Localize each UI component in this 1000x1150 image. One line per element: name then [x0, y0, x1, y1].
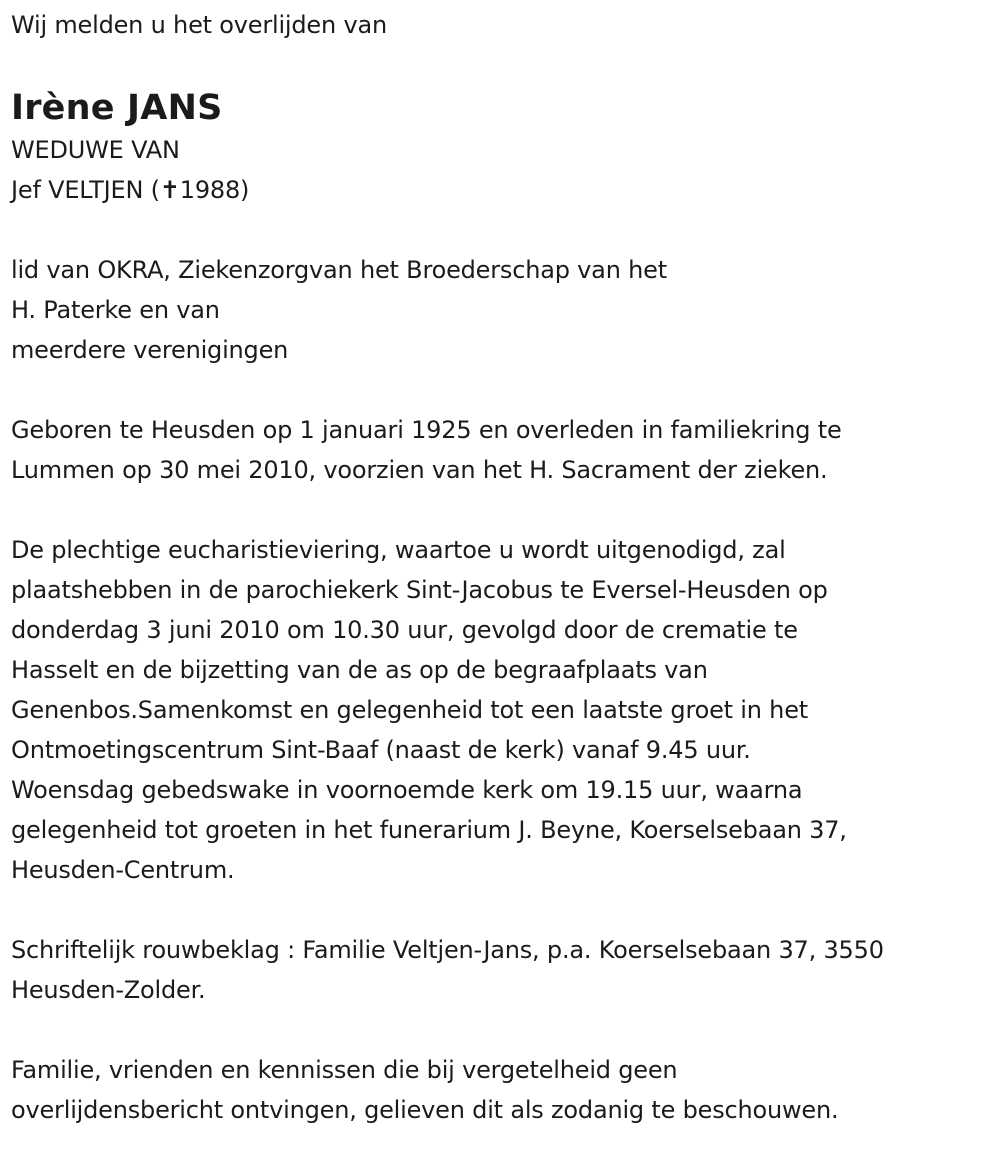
membership-paragraph	[11, 250, 991, 370]
ceremony-line: Genenbos.Samenkomst en gelegenheid tot een laatste groet in het	[11, 696, 808, 724]
birth-death-line: Lummen op 30 mei 2010, voorzien van het H. Sacrament der zieken.	[11, 456, 828, 484]
birth-death-line: Geboren te Heusden op 1 januari 1925 en overleden in familiekring te	[11, 416, 842, 444]
deceased-name: Irène JANS	[11, 88, 223, 128]
closing-line: overlijdensbericht ontvingen, gelieven dit als zodanig te beschouwen.	[11, 1096, 839, 1124]
ceremony-line: Hasselt en de bijzetting van de as op de begraafplaats van	[11, 656, 708, 684]
spouse-death-year: 1988)	[179, 176, 250, 204]
ceremony-line: Woensdag gebedswake in voornoemde kerk om 19.15 uur, waarna	[11, 776, 803, 804]
death-notice	[11, 0, 991, 1130]
condolences-paragraph	[11, 930, 991, 1010]
membership-line: meerdere verenigingen	[11, 336, 289, 364]
condolences-line: Schriftelijk rouwbeklag : Familie Veltjen-Jans, p.a. Koerselsebaan 37, 3550	[11, 936, 884, 964]
ceremony-line: Ontmoetingscentrum Sint-Baaf (naast de kerk) vanaf 9.45 uur.	[11, 736, 751, 764]
membership-line: lid van OKRA, Ziekenzorgvan het Broederschap van het	[11, 256, 667, 284]
cross-icon: ✝	[159, 176, 180, 204]
closing-paragraph	[11, 1050, 991, 1130]
condolences-line: Heusden-Zolder.	[11, 976, 206, 1004]
spouse-line	[11, 170, 991, 210]
ceremony-line: plaatshebben in de parochiekerk Sint-Jacobus te Eversel-Heusden op	[11, 576, 828, 604]
ceremony-line: De plechtige eucharistieviering, waartoe u wordt uitgenodigd, zal	[11, 536, 786, 564]
ceremony-line: Heusden-Centrum.	[11, 856, 235, 884]
spouse-name: Jef VELTJEN (	[11, 176, 160, 204]
ceremony-paragraph	[11, 530, 991, 890]
widow-status: WEDUWE VAN	[11, 136, 180, 164]
intro-text: Wij melden u het overlijden van	[11, 11, 387, 39]
ceremony-line: gelegenheid tot groeten in het funerarium J. Beyne, Koerselsebaan 37,	[11, 816, 847, 844]
membership-line: H. Paterke en van	[11, 296, 220, 324]
ceremony-line: donderdag 3 juni 2010 om 10.30 uur, gevolgd door de crematie te	[11, 616, 798, 644]
birth-death-paragraph	[11, 410, 991, 490]
closing-line: Familie, vrienden en kennissen die bij vergetelheid geen	[11, 1056, 678, 1084]
